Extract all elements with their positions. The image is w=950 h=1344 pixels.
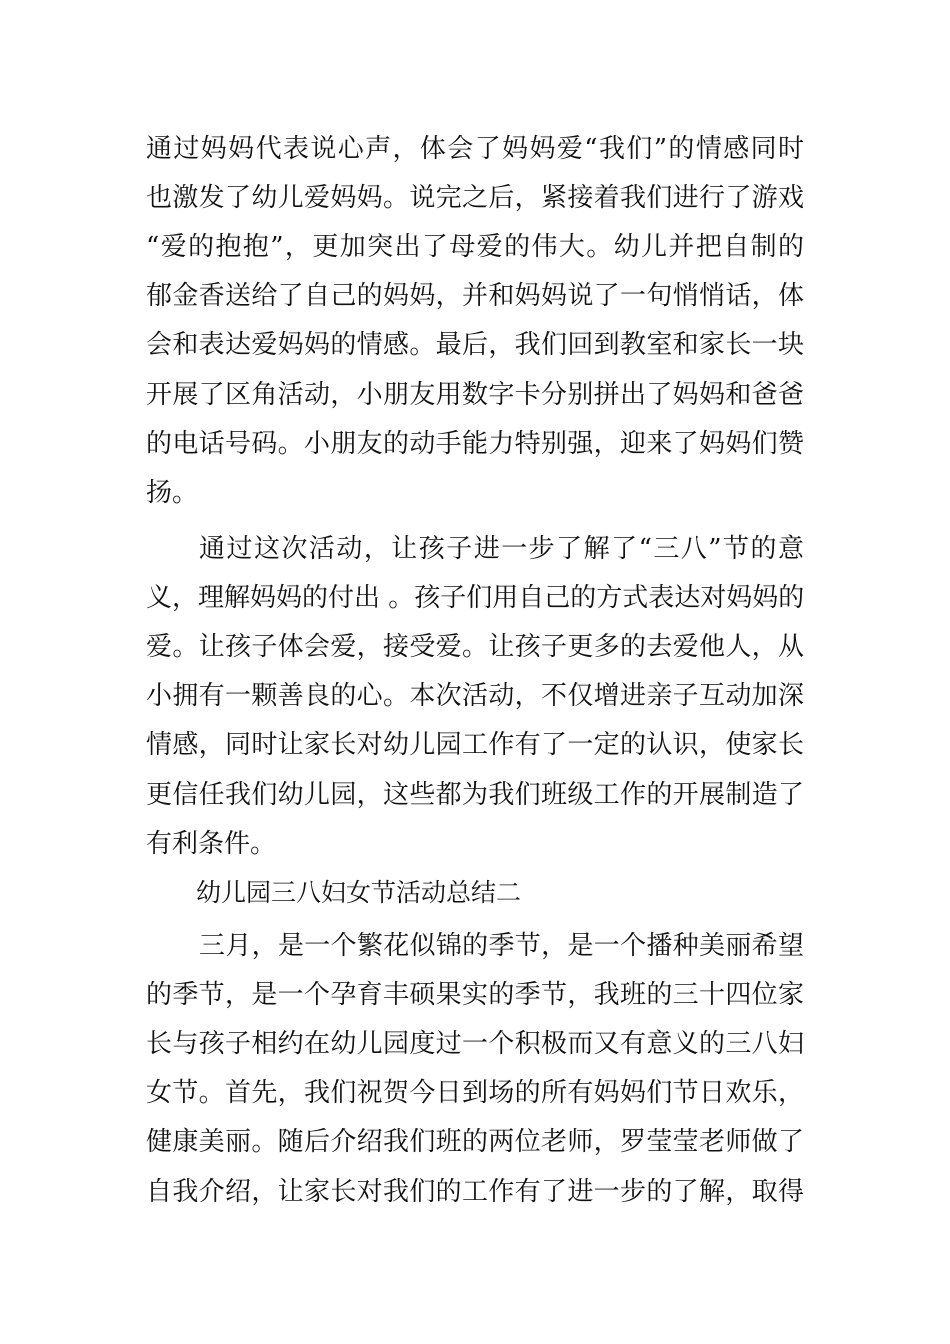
text-line: 长与孩子相约在幼儿园度过一个积极而又有意义的三八妇 xyxy=(146,1029,804,1059)
text-line: 爱。让孩子体会爱，接受爱。让孩子更多的去爱他人，从 xyxy=(146,632,804,662)
text-line: 也激发了幼儿爱妈妈。说完之后，紧接着我们进行了游戏 xyxy=(146,183,804,213)
text-line: 女节。首先，我们祝贺今日到场的所有妈妈们节日欢乐， xyxy=(146,1078,804,1108)
section-heading: 幼儿园三八妇女节活动总结二 xyxy=(196,878,522,907)
text-line: 郁金香送给了自己的妈妈，并和妈妈说了一句悄悄话，体 xyxy=(146,281,804,311)
text-line: 更信任我们幼儿园，这些都为我们班级工作的开展制造了 xyxy=(146,780,804,810)
text-line: 开展了区角活动，小朋友用数字卡分别拼出了妈妈和爸爸 xyxy=(146,380,804,410)
text-line: “爱的抱抱”，更加突出了母爱的伟大。幼儿并把自制的 xyxy=(146,232,804,262)
text-line: 有利条件。 xyxy=(146,829,277,859)
text-line: 自我介绍，让家长对我们的工作有了进一步的了解，取得 xyxy=(146,1177,804,1207)
text-line: 小拥有一颗善良的心。本次活动，不仅增进亲子互动加深 xyxy=(146,681,804,711)
text-line: 通过妈妈代表说心声，体会了妈妈爱“我们”的情感同时 xyxy=(146,134,804,164)
text-line: 三月，是一个繁花似锦的季节，是一个播种美丽希望 xyxy=(199,931,804,961)
text-line: 的季节，是一个孕育丰硕果实的季节，我班的三十四位家 xyxy=(146,980,804,1010)
text-line: 扬。 xyxy=(146,478,199,508)
text-line: 通过这次活动，让孩子进一步了解了“三八”节的意 xyxy=(199,534,804,564)
text-line: 健康美丽。随后介绍我们班的两位老师，罗莹莹老师做了 xyxy=(146,1127,804,1157)
text-line: 情感，同时让家长对幼儿园工作有了一定的认识，使家长 xyxy=(146,730,804,760)
text-line: 义，理解妈妈的付出 。孩子们用自己的方式表达对妈妈的 xyxy=(146,583,805,613)
text-line: 会和表达爱妈妈的情感。最后，我们回到教室和家长一块 xyxy=(146,330,804,360)
text-line: 的电话号码。小朋友的动手能力特别强，迎来了妈妈们赞 xyxy=(146,429,804,459)
